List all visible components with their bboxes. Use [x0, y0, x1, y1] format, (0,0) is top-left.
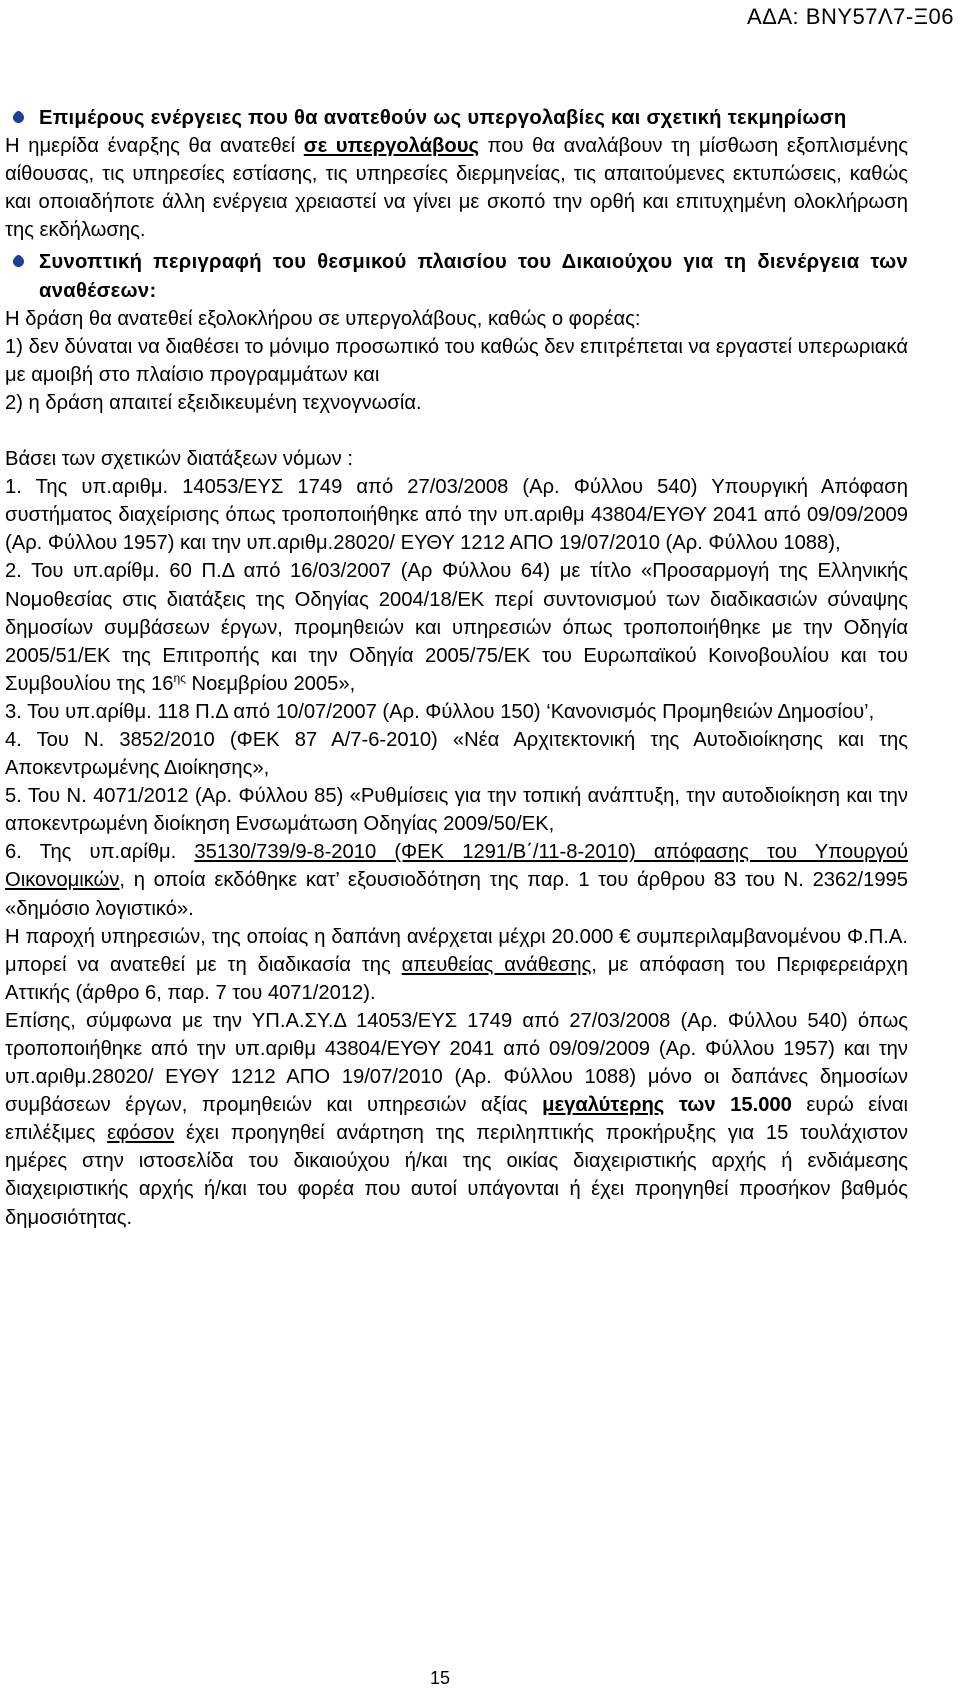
amount-emphasis: των 15.000 [678, 1094, 792, 1117]
document-body [5, 104, 908, 1232]
heading-text: Συνοπτική περιγραφή του θεσμικού πλαισίου του Δικαιούχου για τη διενέργεια των αναθέσεων: [39, 251, 908, 302]
law-item-4: 4. Του Ν. 3852/2010 (ΦΕΚ 87 Α/7-6-2010) «Νέα Αρχιτεκτονική της Αυτοδιοίκησης και της Αποκεντρωμένης Διοίκησης», [5, 728, 908, 780]
subcontractors-emphasis: σε υπεργολάβους [303, 135, 479, 158]
diamond-bullet-icon [12, 111, 26, 125]
assignment-intro: Η δράση θα ανατεθεί εξολοκλήρου σε υπεργολάβους, καθώς ο φορέας: [5, 307, 641, 330]
law-item-1: 1. Της υπ.αριθμ. 14053/ΕΥΣ 1749 από 27/03/2008 (Αρ. Φύλλου 540) Υπουργική Απόφαση συστήματος διαχείρισης όπως τροποποιήθηκε από την υπ.αριθμ 43804/ΕΥΘΥ 2041 από 09/09/2009 (Αρ. Φύλλου 1957) και την υπ.αριθμ.28020/ ΕΥΘΥ 1212 ΑΠΟ 19/07/2010 (Αρ. Φύλλου 1088), [5, 476, 908, 555]
law-item-2: 2. Του υπ.αρίθμ. 60 Π.Δ από 16/03/2007 (Αρ Φύλλου 64) με τίτλο «Προσαρμογή της Ελληνικής Νομοθεσίας στις διατάξεις της Οδηγίας 2004/18/ΕΚ περί συντονισμού των διαδικασιών σύναψης δημοσίων συμβάσεων έργων, προμηθειών και υπηρεσιών όπως τροποποιήθηκε με την Οδηγία 2005/51/ΕΚ της Επιτροπής και την Οδηγία 2005/75/ΕΚ του Ευρωπαϊκού Κοινοβουλίου και του Συμβουλίου της $16^{\eta\varsigma}$ Νοεμβρίου 2005», [5, 560, 908, 695]
eligibility-paragraph: Επίσης, σύμφωνα με την ΥΠ.Α.ΣΥ.Δ 14053/ΕΥΣ 1749 από 27/03/2008 (Αρ. Φύλλου 540) όπως τροποποιήθηκε από την υπ.αριθμ 43804/ΕΥΘΥ 2041 από 09/09/2009 (Αρ. Φύλλου 1957) και την υπ.αριθμ.28020/ ΕΥΘΥ 1212 ΑΠΟ 19/07/2010 (Αρ. Φύλλου 1088) μόνο οι δαπάνες δημοσίων συμβάσεων έργων, προμηθειών και υπηρεσιών αξίας μεγαλύτερης των 15.000 ευρώ είναι επιλέξιμες εφόσον έχει προηγηθεί ανάρτηση της περιληπτικής προκήρυξης για 15 τουλάχιστον ημέρες στην ιστοσελίδα του δικαιούχου ή/και της οικίας διαχειριστικής αρχής ή ενδιάμεσης διαχειριστικής αρχής ή/και του φορέα που αυτοί υπάγονται ή έχει προηγηθεί προσήκον βαθμός δημοσιότητας. [5, 1009, 909, 1229]
legal-basis-label: Βάσει των σχετικών διατάξεων νόμων : [5, 448, 353, 471]
section-heading-subcontracting [5, 104, 908, 132]
law-item-6: 6. Της υπ.αρίθμ. 35130/739/9-8-2010 (ΦΕΚ 1291/Β΄/11-8-2010) απόφασης του Υπουργού Οικονομικών, η οποία εκδόθηκε κατ’ εξουσιοδότηση της παρ. 1 του άρθρου 83 του Ν. 2362/1995 «δημόσιο λογιστικό». [5, 841, 908, 920]
diamond-bullet-icon [12, 255, 26, 269]
section-heading-legal-framework [5, 248, 908, 304]
direct-award-paragraph: Η παροχή υπηρεσιών, της οποίας η δαπάνη ανέρχεται μέχρι 20.000 € συμπεριλαμβανομένου Φ.Π.Α. μπορεί να ανατεθεί με τη διαδικασία της απευθείας ανάθεσης, με απόφαση του Περιφερειάρχη Αττικής (άρθρο 6, παρ. 7 του 4071/2012). [5, 925, 908, 1004]
greater-emphasis: μεγαλύτερης [542, 1094, 665, 1117]
page-number: 15 [429, 1668, 451, 1688]
provided-emphasis: εφόσον [107, 1122, 175, 1145]
ministerial-decision-link: 35130/739/9-8-2010 (ΦΕΚ 1291/Β΄/11-8-2010) απόφασης του Υπουργού Οικονομικών [5, 841, 908, 892]
ada-code: ΑΔΑ: ΒΝΥ57Λ7-Ξ06 [747, 4, 954, 29]
reason-2: 2) η δράση απαιτεί εξειδικευμένη τεχνογνωσία. [5, 391, 422, 414]
heading-text: Επιμέρους ενέργειες που θα ανατεθούν ως υπεργολαβίες και σχετική τεκμηρίωση [39, 107, 847, 129]
law-item-5: 5. Του Ν. 4071/2012 (Αρ. Φύλλου 85) «Ρυθμίσεις για την τοπική ανάπτυξη, την αυτοδιοίκηση και την αποκεντρωμένη διοίκηση Ενσωμάτωση Οδηγίας 2009/50/ΕΚ, [5, 785, 908, 836]
reason-1: 1) δεν δύναται να διαθέσει το μόνιμο προσωπικό του καθώς δεν επιτρέπεται να εργαστεί υπερωριακά με αμοιβή στο πλαίσιο προγραμμάτων και [5, 335, 908, 386]
law-item-3: 3. Του υπ.αρίθμ. 118 Π.Δ από 10/07/2007 (Αρ. Φύλλου 150) ‘Κανονισμός Προμηθειών Δημοσίου’, [5, 700, 875, 723]
direct-award-emphasis: απευθείας ανάθεσης [401, 953, 592, 976]
subcontracting-paragraph: Η ημερίδα έναρξης θα ανατεθεί σε υπεργολάβους που θα αναλάβουν τη μίσθωση εξοπλισμένης αίθουσας, τις υπηρεσίες εστίασης, τις υπηρεσίες διερμηνείας, τις απαιτούμενες εκτυπώσεις, καθώς και οποιαδήποτε άλλη ενέργεια χρειαστεί να γίνει με σκοπό την ορθή και επιτυχημένη ολοκλήρωση της εκδήλωσης. [5, 135, 908, 242]
